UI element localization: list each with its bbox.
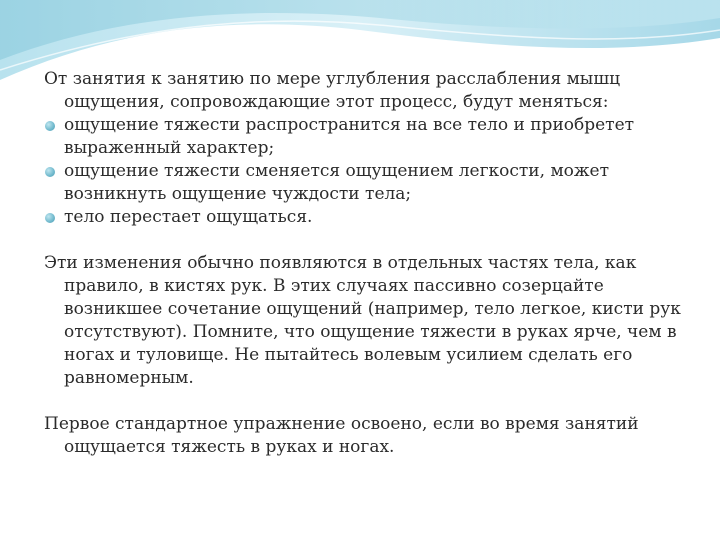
bullet-item [44, 206, 694, 229]
spacer [44, 229, 694, 252]
slide-content [44, 68, 694, 459]
bullet-dot-icon [45, 167, 55, 177]
conclusion-paragraph: Первое стандартное упражнение освоено, если во время занятий ощущается тяжесть в руках и ногах. [44, 414, 639, 457]
bullet-text: ощущение тяжести сменяется ощущением легкости, может возникнуть ощущение чуждости тела; [64, 161, 610, 204]
bullet-dot-icon [45, 121, 55, 131]
bullet-item [44, 114, 694, 160]
bullet-text: тело перестает ощущаться. [64, 207, 313, 227]
bullet-text: ощущение тяжести распространится на все тело и приобретет выраженный характер; [64, 115, 635, 158]
bullet-dot-icon [45, 213, 55, 223]
changes-paragraph: Эти изменения обычно появляются в отдельных частях тела, как правило, в кистях рук. В этих случаях пассивно созерцайте возникшее сочетание ощущений (например, тело легкое, кисти рук отсутствуют). Помните, что ощущение тяжести в руках ярче, чем в ногах и туловище. Не пытайтесь волевым усилием сделать его равномерным. [44, 253, 681, 388]
bullet-list [44, 114, 694, 229]
spacer [44, 390, 694, 413]
bullet-item [44, 160, 694, 206]
intro-paragraph: От занятия к занятию по мере углубления расслабления мышц ощущения, сопровождающие этот процесс, будут меняться: [44, 69, 621, 112]
